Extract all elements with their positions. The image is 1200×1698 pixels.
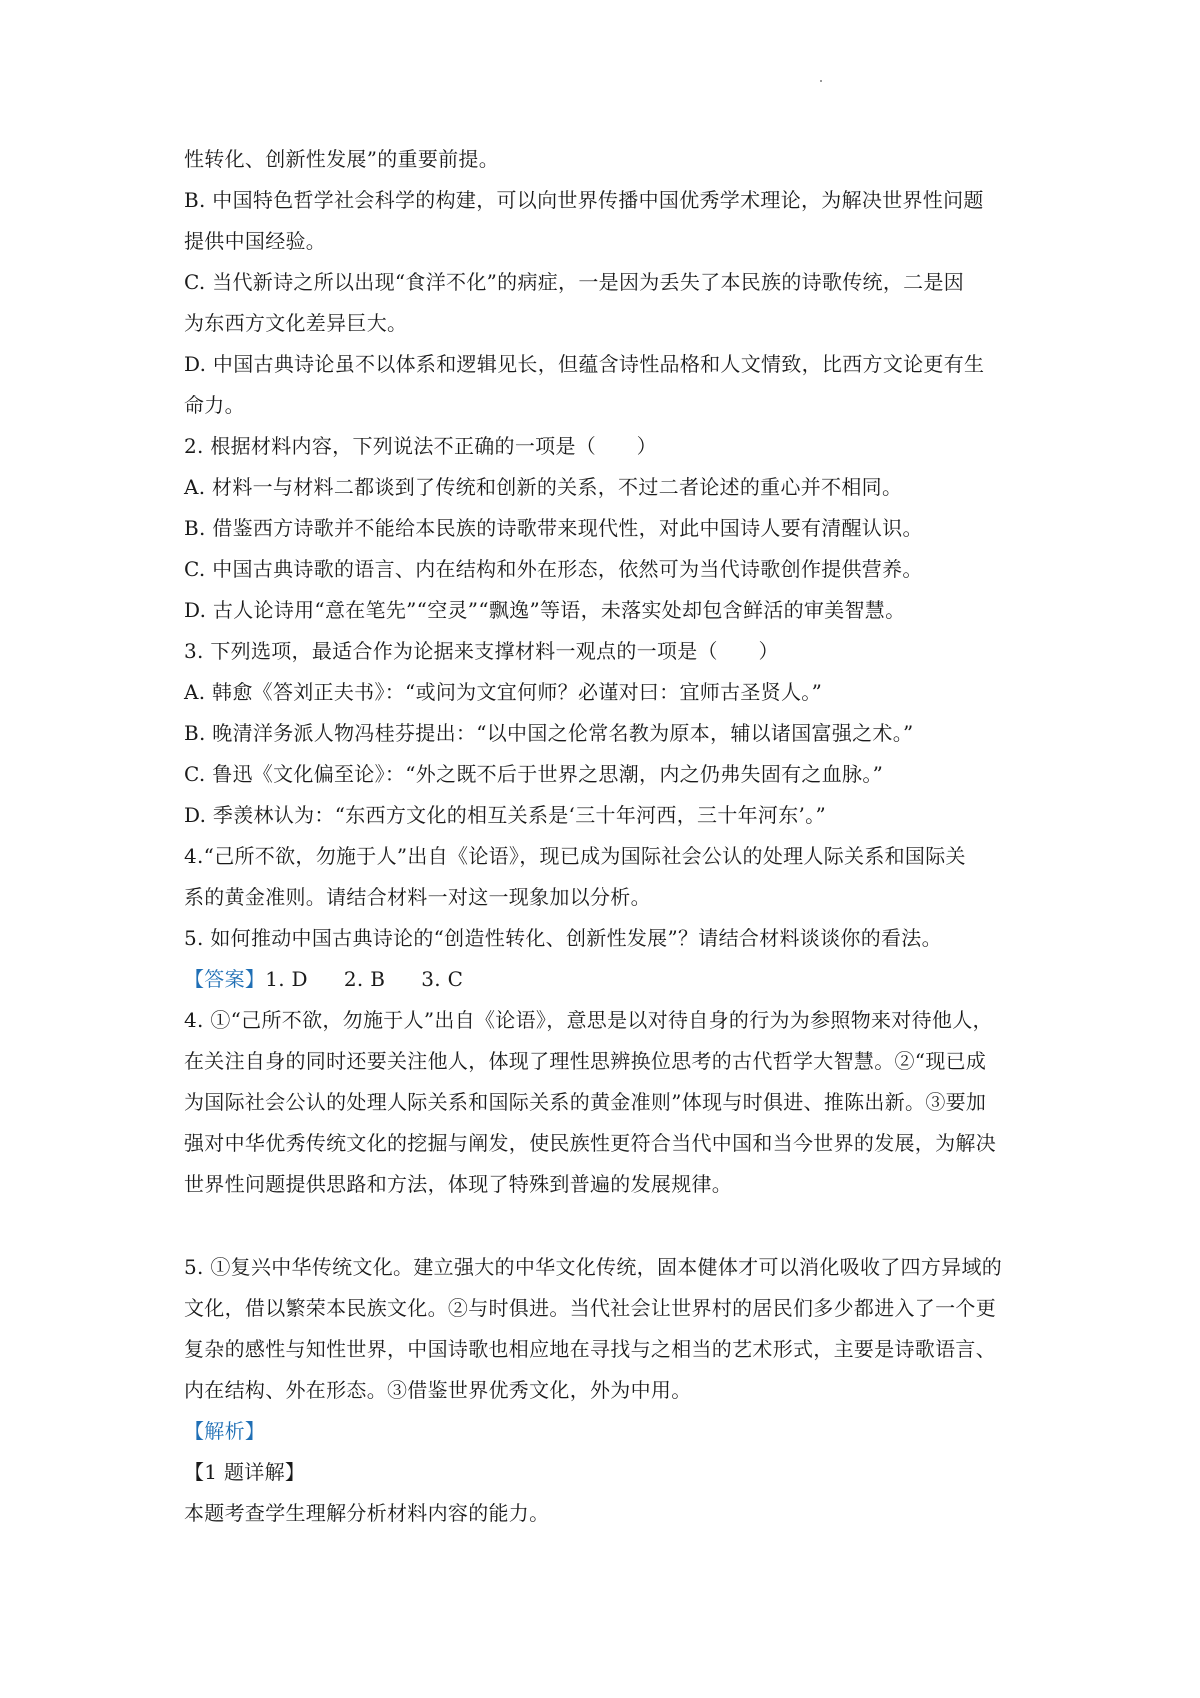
answer-item-1: 1. D [265,967,308,991]
analysis-label: 【解析】 [184,1419,266,1443]
answer-line: 内在结构、外在形态。③借鉴世界优秀文化，外为中用。 [184,1378,692,1402]
document-body [184,139,1030,1534]
question-paragraph [184,713,1030,754]
question-line: 4.“己所不欲，勿施于人”出自《论语》，现已成为国际社会公认的处理人际关系和国际关 [184,844,966,868]
answer-line: 世界性问题提供思路和方法，体现了特殊到普遍的发展规律。 [184,1172,733,1196]
answer-line: 5. ①复兴中华传统文化。建立强大的中华文化传统，固本健体才可以消化吸收了四方异域的 [184,1255,1003,1279]
spacer [184,1205,1030,1247]
question-paragraph [184,467,1030,508]
answer-line: 复杂的感性与知性世界，中国诗歌也相应地在寻找与之相当的艺术形式，主要是诗歌语言、 [184,1337,996,1361]
question-line: A. 材料一与材料二都谈到了传统和创新的关系，不过二者论述的重心并不相同。 [184,475,903,499]
answer-line: 在关注自身的同时还要关注他人，体现了理性思辨换位思考的古代哲学大智慧。②“现已成 [184,1049,987,1073]
question-paragraph [184,139,1030,180]
question-paragraph [184,672,1030,713]
question-line: C. 中国古典诗歌的语言、内在结构和外在形态，依然可为当代诗歌创作提供营养。 [184,557,923,581]
scan-speck [820,80,822,82]
question-line: D. 古人论诗用“意在笔先”“空灵”“飘逸”等语，未落实处却包含鲜活的审美智慧。 [184,598,906,622]
question-line: A. 韩愈《答刘正夫书》：“或问为文宜何师？必谨对曰：宜师古圣贤人。” [184,680,823,704]
question-paragraph [184,795,1030,836]
question-line: C. 鲁迅《文化偏至论》：“外之既不后于世界之思潮，内之仍弗失固有之血脉。” [184,762,884,786]
question-paragraph [184,836,1030,918]
answer-paragraph-5 [184,1247,1030,1411]
answer-paragraph-4 [184,1000,1030,1205]
answer-paragraph [184,1247,1030,1411]
question-paragraph [184,426,1030,467]
question-paragraph [184,344,1030,426]
detail-title: 【1 题详解】 [184,1460,306,1484]
answer-item-3: 3. C [421,967,464,991]
answer-line: 为国际社会公认的处理人际关系和国际关系的黄金准则”体现与时俱进、推陈出新。③要加 [184,1090,987,1114]
question-paragraph [184,918,1030,959]
question-line: 提供中国经验。 [184,229,327,253]
question-paragraph [184,590,1030,631]
question-line: 系的黄金准则。请结合材料一对这一现象加以分析。 [184,885,651,909]
analysis-heading [184,1411,1030,1452]
question-paragraph [184,754,1030,795]
answer-label: 【答案】 [184,967,266,991]
question-line: 5. 如何推动中国古典诗论的“创造性转化、创新性发展”？请结合材料谈谈你的看法。 [184,926,942,950]
question-paragraph [184,549,1030,590]
answer-item-2: 2. B [343,967,386,991]
question-line: 2. 根据材料内容，下列说法不正确的一项是（ ） [184,434,657,458]
answer-line: 强对中华优秀传统文化的挖掘与阐发，使民族性更符合当代中国和当今世界的发展，为解决 [184,1131,996,1155]
question-line: 为东西方文化差异巨大。 [184,311,408,335]
questions-section [184,139,1030,959]
question-line: B. 借鉴西方诗歌并不能给本民族的诗歌带来现代性，对此中国诗人要有清醒认识。 [184,516,923,540]
question-line: 命力。 [184,393,245,417]
question-line: 性转化、创新性发展”的重要前提。 [184,147,500,171]
question-line: 3. 下列选项，最适合作为论据来支撑材料一观点的一项是（ ） [184,639,779,663]
answer-line: 4. ①“己所不欲，勿施于人”出自《论语》，意思是以对待自身的行为为参照物来对待他人， [184,1008,993,1032]
question-line: C. 当代新诗之所以出现“食洋不化”的病症，一是因为丢失了本民族的诗歌传统，二是因 [184,270,965,294]
question-paragraph [184,631,1030,672]
detail-text: 本题考查学生理解分析材料内容的能力。 [184,1501,550,1525]
answer-paragraph [184,1000,1030,1205]
question-line: D. 中国古典诗论虽不以体系和逻辑见长，但蕴含诗性品格和人文情致，比西方文论更有生 [184,352,985,376]
question-line: D. 季羡林认为：“东西方文化的相互关系是‘三十年河西，三十年河东’。” [184,803,827,827]
question-line: B. 中国特色哲学社会科学的构建，可以向世界传播中国优秀学术理论，为解决世界性问题 [184,188,984,212]
question-line: B. 晚清洋务派人物冯桂芬提出：“以中国之伦常名教为原本，辅以诸国富强之术。” [184,721,914,745]
question-paragraph [184,262,1030,344]
answer-row [184,959,1030,1000]
question-paragraph [184,508,1030,549]
question-paragraph [184,180,1030,262]
answer-line: 文化，借以繁荣本民族文化。②与时俱进。当代社会让世界村的居民们多少都进入了一个更 [184,1296,996,1320]
